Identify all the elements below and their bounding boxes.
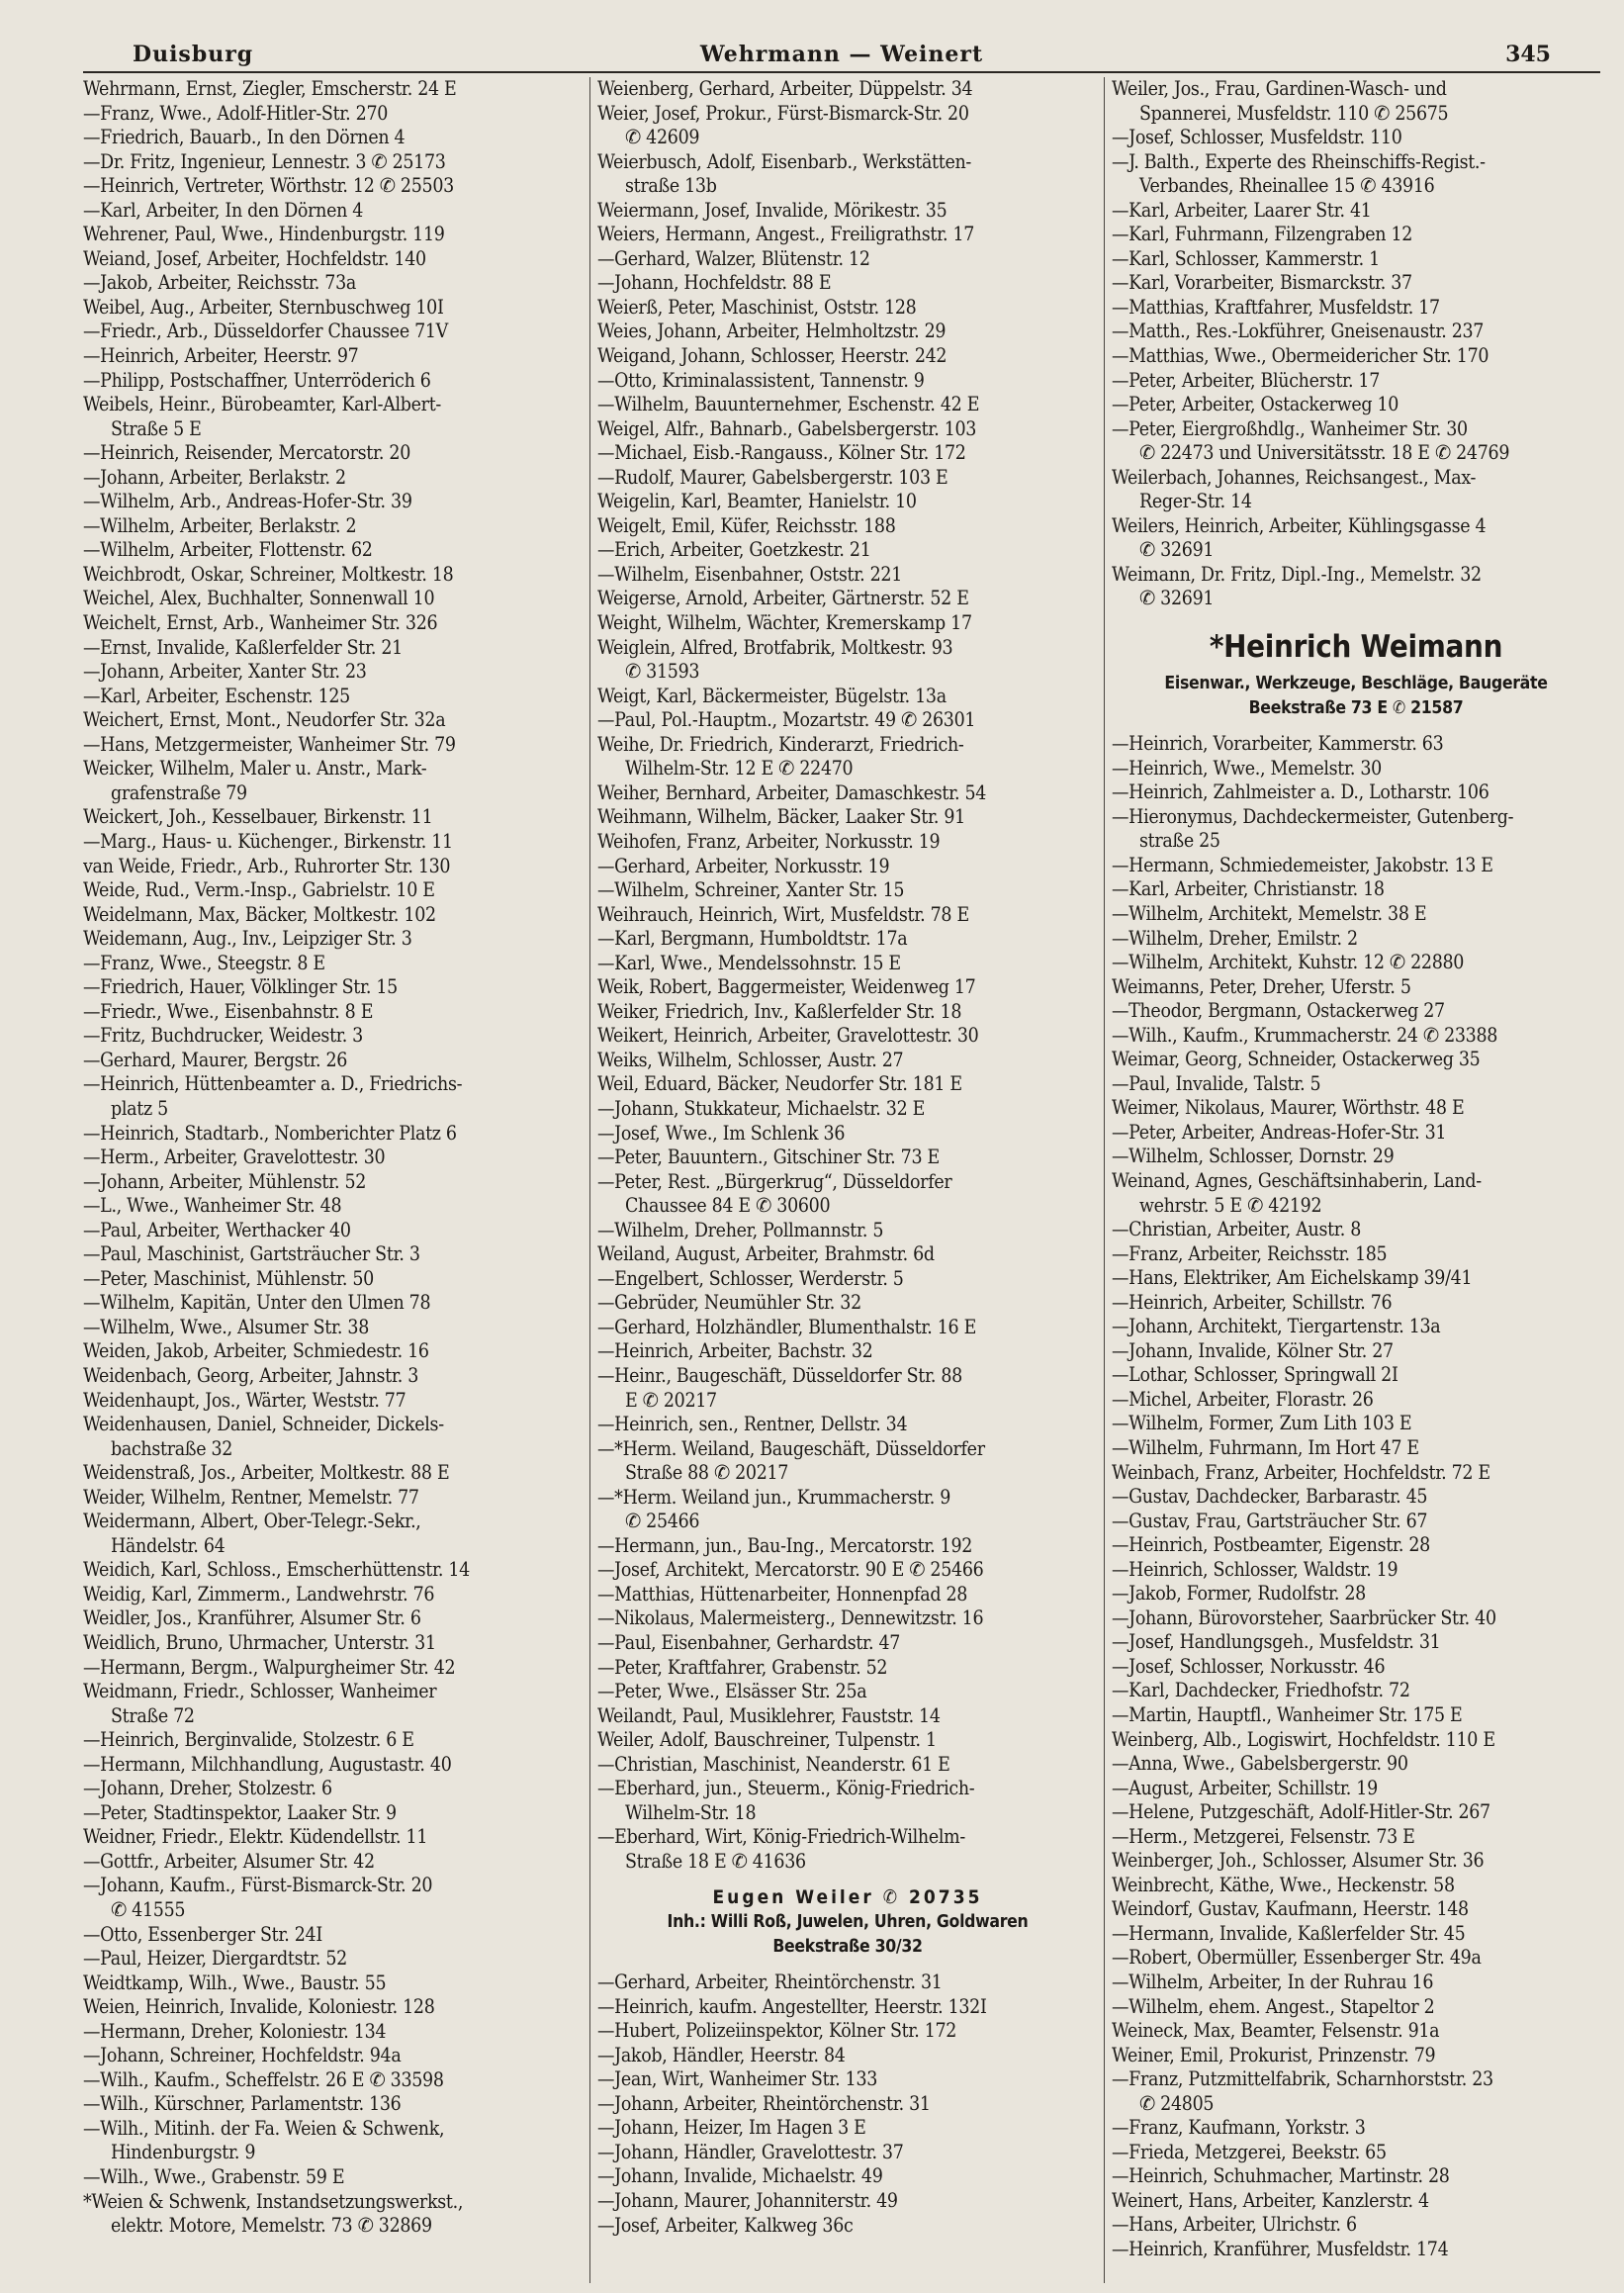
page-number: 345 <box>1505 42 1551 67</box>
directory-entry: —Heinrich, Reisender, Mercatorstr. 20 <box>83 441 410 465</box>
directory-entry: —Wilhelm, Eisenbahner, Oststr. 221 <box>597 562 903 586</box>
directory-entry: —Hermann, Schmiedemeister, Jakobstr. 13 E <box>1112 853 1493 876</box>
directory-entry: Weikert, Heinrich, Arbeiter, Gravelottestr. 30 <box>597 1024 979 1048</box>
directory-entry: —Johann, Stukkateur, Michaelstr. 32 E <box>597 1096 926 1120</box>
directory-entry-continuation: Hindenburgstr. 9 <box>111 2141 256 2164</box>
name-range-heading: Wehrmann — Weinert <box>699 42 984 67</box>
directory-entry: —Wilh., Kaufm., Scheffelstr. 26 E ✆ 33598 <box>83 2067 444 2091</box>
directory-entry: —Martin, Hauptfl., Wanheimer Str. 175 E <box>1112 1703 1463 1726</box>
directory-entry: Weichert, Ernst, Mont., Neudorfer Str. 32a <box>83 708 446 732</box>
directory-entry: —Hans, Elektriker, Am Eichelskamp 39/41 <box>1112 1266 1473 1290</box>
directory-entry: —Frieda, Metzgerei, Beekstr. 65 <box>1112 2140 1387 2163</box>
directory-entry: Weigelt, Emil, Küfer, Reichsstr. 188 <box>597 513 896 537</box>
directory-entry: —Heinrich, Kranführer, Musfeldstr. 174 <box>1112 2238 1449 2261</box>
directory-entry: Weiker, Friedrich, Inv., Kaßlerfelder Str. 18 <box>597 999 962 1023</box>
directory-entry: —Hermann, jun., Bau-Ing., Mercatorstr. 192 <box>597 1533 973 1557</box>
directory-entry: —Jakob, Händler, Heerstr. 84 <box>597 2043 846 2066</box>
directory-entry: —Gustav, Dachdecker, Barbarastr. 45 <box>1112 1485 1428 1509</box>
directory-entry: Weidenhausen, Daniel, Schneider, Dickels- <box>83 1413 444 1436</box>
directory-entry: —Wilhelm, Arb., Andreas-Hofer-Str. 39 <box>83 490 412 513</box>
directory-entry: —Eberhard, Wirt, König-Friedrich-Wilhelm- <box>597 1825 965 1849</box>
directory-entry: —Gerhard, Arbeiter, Rheintörchenstr. 31 <box>597 1971 943 1994</box>
directory-entry: —Michael, Eisb.-Rangauss., Kölner Str. 172 <box>597 441 966 465</box>
directory-entry: Weinert, Hans, Arbeiter, Kanzlerstr. 4 <box>1112 2188 1429 2212</box>
directory-entry-continuation: Wilhelm-Str. 12 E ✆ 22470 <box>625 757 854 780</box>
directory-entry: —Paul, Pol.-Hauptm., Mozartstr. 49 ✆ 26301 <box>597 708 976 732</box>
directory-entry: —Peter, Bauuntern., Gitschiner Str. 73 E <box>597 1146 940 1169</box>
directory-entry: —Anna, Wwe., Gabelsbergerstr. 90 <box>1112 1752 1408 1776</box>
directory-entry: —Johann, Arbeiter, Xanter Str. 23 <box>83 660 367 684</box>
directory-entry: Weicker, Wilhelm, Maler u. Anstr., Mark- <box>83 757 427 780</box>
directory-entry: —Peter, Maschinist, Mühlenstr. 50 <box>83 1266 374 1290</box>
directory-entry: Weihofen, Franz, Arbeiter, Norkusstr. 19 <box>597 829 941 853</box>
directory-entry: —Heinrich, Arbeiter, Bachstr. 32 <box>597 1339 873 1363</box>
directory-entry: —Robert, Obermüller, Essenberger Str. 49a <box>1112 1946 1482 1970</box>
directory-entry-continuation: Reger-Str. 14 <box>1139 490 1252 513</box>
directory-entry: —Heinrich, Wwe., Memelstr. 30 <box>1112 756 1382 780</box>
directory-entry: —Matthias, Hüttenarbeiter, Honnenpfad 28 <box>597 1582 968 1605</box>
directory-entry: —Wilhelm, Dreher, Emilstr. 2 <box>1112 926 1358 950</box>
directory-entry: —Erich, Arbeiter, Goetzkestr. 21 <box>597 538 871 562</box>
directory-entry: Weigt, Karl, Bäckermeister, Bügelstr. 13a <box>597 684 947 707</box>
directory-entry: Weimann, Dr. Fritz, Dipl.-Ing., Memelstr. 32 <box>1112 562 1482 586</box>
directory-entry: —Franz, Putzmittelfabrik, Scharnhorststr. 23 <box>1112 2067 1493 2091</box>
directory-entry: Weineck, Max, Beamter, Felsenstr. 91a <box>1112 2019 1440 2043</box>
directory-entry: Weierß, Peter, Maschinist, Oststr. 128 <box>597 295 917 319</box>
directory-entry: —Johann, Arbeiter, Berlakstr. 2 <box>83 465 346 489</box>
directory-entry: —Paul, Eisenbahner, Gerhardstr. 47 <box>597 1631 901 1654</box>
directory-entry: Weigelin, Karl, Beamter, Hanielstr. 10 <box>597 490 917 513</box>
directory-entry: —Heinrich, Arbeiter, Heerstr. 97 <box>83 344 359 368</box>
directory-entry: *Weien & Schwenk, Instandsetzungswerkst., <box>83 2189 464 2213</box>
directory-entry: Weight, Wilhelm, Wächter, Kremerskamp 17 <box>597 611 972 635</box>
directory-entry: —Nikolaus, Malermeisterg., Dennewitzstr. 16 <box>597 1606 984 1630</box>
directory-entry: Weidich, Karl, Schloss., Emscherhüttenstr. 14 <box>83 1558 470 1582</box>
directory-entry-continuation: wehrstr. 5 E ✆ 42192 <box>1139 1193 1322 1217</box>
directory-entry: —Ernst, Invalide, Kaßlerfelder Str. 21 <box>83 635 403 659</box>
directory-entry: Weilers, Heinrich, Arbeiter, Kühlingsgasse 4 <box>1112 513 1487 537</box>
directory-entry: —Wilhelm, Bauunternehmer, Eschenstr. 42 E <box>597 393 980 416</box>
directory-entry: —Josef, Handlungsgeh., Musfeldstr. 31 <box>1112 1630 1441 1654</box>
spacer <box>1112 611 1600 623</box>
directory-entry: —Wilhelm, Kapitän, Unter den Ulmen 78 <box>83 1291 431 1315</box>
directory-entry: Weinbrecht, Käthe, Wwe., Heckenstr. 58 <box>1112 1873 1455 1896</box>
directory-entry: Weik, Robert, Baggermeister, Weidenweg 17 <box>597 975 976 999</box>
directory-entry: —Heinrich, Postbeamter, Eigenstr. 28 <box>1112 1533 1430 1557</box>
directory-entry-continuation: ✆ 22473 und Universitätsstr. 18 E ✆ 24769 <box>1139 441 1510 465</box>
directory-entry: Weibels, Heinr., Bürobeamter, Karl-Albert- <box>83 393 441 416</box>
directory-entry: —Friedr., Wwe., Eisenbahnstr. 8 E <box>83 999 374 1023</box>
spacer <box>597 1874 1098 1885</box>
directory-entry-continuation: ✆ 25466 <box>625 1510 700 1533</box>
directory-entry: Weidermann, Albert, Ober-Telegr.-Sekr., <box>83 1510 421 1533</box>
directory-entry: —Gerhard, Arbeiter, Norkusstr. 19 <box>597 854 890 877</box>
directory-entry: —Herm., Metzgerei, Felsenstr. 73 E <box>1112 1824 1415 1848</box>
directory-entry: —Heinrich, kaufm. Angestellter, Heerstr. 132I <box>597 1994 987 2018</box>
directory-entry: —Paul, Arbeiter, Werthacker 40 <box>83 1218 351 1241</box>
directory-entry: —Karl, Arbeiter, Christianstr. 18 <box>1112 877 1385 901</box>
directory-entry: Weigand, Johann, Schlosser, Heerstr. 242 <box>597 344 947 368</box>
directory-entry-continuation: ✆ 32691 <box>1139 587 1215 610</box>
directory-entry: —Franz, Kaufmann, Yorkstr. 3 <box>1112 2116 1366 2140</box>
directory-entry: —Josef, Arbeiter, Kalkweg 36c <box>597 2213 854 2237</box>
directory-entry: Weiler, Jos., Frau, Gardinen-Wasch- und <box>1112 77 1447 100</box>
directory-entry: —Hans, Arbeiter, Ulrichstr. 6 <box>1112 2213 1357 2237</box>
directory-entry-continuation: Straße 5 E <box>111 416 202 440</box>
directory-entry: —Wilhelm, ehem. Angest., Stapeltor 2 <box>1112 1994 1435 2018</box>
directory-entry: Weidlich, Bruno, Uhrmacher, Unterstr. 31 <box>83 1631 436 1654</box>
directory-entry: —Peter, Arbeiter, Blücherstr. 17 <box>1112 368 1381 392</box>
directory-entry: —Christian, Arbeiter, Austr. 8 <box>1112 1218 1361 1241</box>
directory-entry: Weier, Josef, Prokur., Fürst-Bismarck-Str. 20 <box>597 101 969 125</box>
directory-entry: —Johann, Arbeiter, Rheintörchenstr. 31 <box>597 2091 931 2115</box>
directory-entry: —Wilhelm, Former, Zum Lith 103 E <box>1112 1412 1412 1435</box>
directory-entry: van Weide, Friedr., Arb., Ruhrorter Str. 130 <box>83 854 451 877</box>
directory-entry: Weinbach, Franz, Arbeiter, Hochfeldstr. 72 E <box>1112 1460 1490 1484</box>
directory-entry: —Johann, Invalide, Michaelstr. 49 <box>597 2164 883 2188</box>
directory-entry: —Franz, Wwe., Adolf-Hitler-Str. 270 <box>83 101 389 125</box>
directory-entry: Weigel, Alfr., Bahnarb., Gabelsbergerstr. 103 <box>597 416 977 440</box>
directory-entry: Weidler, Jos., Kranführer, Alsumer Str. 6 <box>83 1606 421 1630</box>
spacer <box>597 1959 1098 1971</box>
directory-entry-continuation: ✆ 41555 <box>111 1898 186 1922</box>
directory-entry: —Hermann, Dreher, Koloniestr. 134 <box>83 2019 387 2043</box>
advertisement-line: Beekstraße 30/32 <box>772 1936 923 1957</box>
column-divider <box>1104 77 1105 2283</box>
directory-entry: —Gottfr., Arbeiter, Alsumer Str. 42 <box>83 1849 375 1873</box>
directory-entry: —Marg., Haus- u. Küchenger., Birkenstr. 11 <box>83 829 453 853</box>
directory-entry: —Wilhelm, Schreiner, Xanter Str. 15 <box>597 878 905 902</box>
directory-entry: —Philipp, Postschaffner, Unterröderich 6 <box>83 368 431 392</box>
directory-entry: —Karl, Arbeiter, Laarer Str. 41 <box>1112 198 1372 222</box>
directory-entry: Weihrauch, Heinrich, Wirt, Musfeldstr. 78 E <box>597 902 969 926</box>
directory-entry: Weiand, Josef, Arbeiter, Hochfeldstr. 140 <box>83 246 426 270</box>
directory-entry: —Heinrich, Vorarbeiter, Kammerstr. 63 <box>1112 732 1444 756</box>
directory-entry-continuation: E ✆ 20217 <box>625 1388 717 1412</box>
directory-entry: —Heinrich, Schlosser, Waldstr. 19 <box>1112 1557 1398 1581</box>
directory-entry-continuation: ✆ 31593 <box>625 660 700 684</box>
directory-entry: Weiermann, Josef, Invalide, Mörikestr. 35 <box>597 198 947 222</box>
directory-entry-continuation: ✆ 42609 <box>625 126 700 149</box>
directory-entry: —Peter, Stadtinspektor, Laaker Str. 9 <box>83 1800 397 1824</box>
directory-entry: —Friedrich, Bauarb., In den Dörnen 4 <box>83 126 406 149</box>
directory-entry: —Paul, Maschinist, Gartsträucher Str. 3 <box>83 1242 420 1266</box>
page-header <box>83 38 1600 73</box>
directory-entry: —Hubert, Polizeiinspektor, Kölner Str. 172 <box>597 2019 957 2043</box>
directory-entry: —Heinrich, Berginvalide, Stolzestr. 6 E <box>83 1728 414 1752</box>
directory-entry: Wehrmann, Ernst, Ziegler, Emscherstr. 24 E <box>83 77 457 100</box>
directory-entry: Weidenstraß, Jos., Arbeiter, Moltkestr. 88 E <box>83 1461 450 1485</box>
directory-entry: —Franz, Arbeiter, Reichsstr. 185 <box>1112 1241 1388 1265</box>
directory-entry: —Karl, Wwe., Mendelssohnstr. 15 E <box>597 951 901 974</box>
directory-entry: Weigerse, Arnold, Arbeiter, Gärtnerstr. 52 E <box>597 587 969 610</box>
directory-entry: —Peter, Arbeiter, Ostackerweg 10 <box>1112 393 1399 416</box>
directory-entry: —Johann, Architekt, Tiergartenstr. 13a <box>1112 1315 1441 1338</box>
directory-entry: —Matthias, Wwe., Obermeidericher Str. 170 <box>1112 344 1489 368</box>
directory-entry: —Johann, Arbeiter, Mühlenstr. 52 <box>83 1169 367 1193</box>
directory-entry: —Hermann, Invalide, Kaßlerfelder Str. 45 <box>1112 1921 1466 1945</box>
directory-entry: —Johann, Bürovorsteher, Saarbrücker Str. 40 <box>1112 1605 1496 1629</box>
directory-entry: —Hans, Metzgermeister, Wanheimer Str. 79 <box>83 732 456 756</box>
directory-entry: —Michel, Arbeiter, Florastr. 26 <box>1112 1387 1374 1411</box>
directory-entry: —Gustav, Frau, Gartsträucher Str. 67 <box>1112 1509 1428 1532</box>
directory-entry: Weindorf, Gustav, Kaufmann, Heerstr. 148 <box>1112 1897 1469 1921</box>
directory-entry: —Christian, Maschinist, Neanderstr. 61 E <box>597 1752 950 1776</box>
advertisement-line: Inh.: Willi Roß, Juwelen, Uhren, Goldwaren <box>667 1912 1029 1933</box>
directory-entry: —Johann, Schreiner, Hochfeldstr. 94a <box>83 2044 402 2067</box>
directory-entry: —Friedr., Arb., Düsseldorfer Chaussee 71V <box>83 320 448 343</box>
directory-entry: —Heinrich, sen., Rentner, Dellstr. 34 <box>597 1413 908 1436</box>
directory-entry: Weidenbach, Georg, Arbeiter, Jahnstr. 3 <box>83 1363 419 1387</box>
directory-entry: —Hermann, Bergm., Walpurgheimer Str. 42 <box>83 1655 456 1679</box>
directory-entry: —L., Wwe., Wanheimer Str. 48 <box>83 1194 342 1218</box>
directory-entry: —Johann, Händler, Gravelottestr. 37 <box>597 2140 904 2163</box>
directory-entry: —Jakob, Arbeiter, Reichsstr. 73a <box>83 271 356 295</box>
directory-entry: Weichelt, Ernst, Arb., Wanheimer Str. 326 <box>83 611 438 635</box>
directory-entry: —Wilhelm, Dreher, Pollmannstr. 5 <box>597 1218 884 1241</box>
directory-entry: —Heinrich, Hüttenbeamter a. D., Friedrichs- <box>83 1072 463 1096</box>
directory-entry-continuation: elektr. Motore, Memelstr. 73 ✆ 32869 <box>111 2214 432 2238</box>
directory-entry: Weidelmann, Max, Bäcker, Moltkestr. 102 <box>83 902 436 926</box>
directory-entry: —Wilhelm, Fuhrmann, Im Hort 47 E <box>1112 1435 1419 1459</box>
directory-entry: —Johann, Heizer, Im Hagen 3 E <box>597 2116 866 2140</box>
directory-entry-continuation: bachstraße 32 <box>111 1436 233 1460</box>
directory-entry: —Johann, Dreher, Stolzestr. 6 <box>83 1777 332 1800</box>
directory-entry: —Wilhelm, Arbeiter, In der Ruhrau 16 <box>1112 1971 1434 1994</box>
advertisement-line: Eisenwar., Werkzeuge, Beschläge, Baugeräte <box>1164 674 1548 694</box>
directory-entry: Weiglein, Alfred, Brotfabrik, Moltkestr. 93 <box>597 635 953 659</box>
directory-entry: Weickert, Joh., Kesselbauer, Birkenstr. 11 <box>83 805 433 829</box>
directory-entry: —Heinr., Baugeschäft, Düsseldorfer Str. 88 <box>597 1363 962 1387</box>
directory-entry: Weiers, Hermann, Angest., Freiligrathstr. 17 <box>597 223 975 246</box>
directory-entry: Weidig, Karl, Zimmerm., Landwehrstr. 76 <box>83 1582 435 1605</box>
directory-entry: Weiner, Emil, Prokurist, Prinzenstr. 79 <box>1112 2043 1436 2066</box>
directory-entry: —Gebrüder, Neumühler Str. 32 <box>597 1291 861 1315</box>
directory-entry: —Peter, Wwe., Elsässer Str. 25a <box>597 1680 867 1703</box>
directory-entry: Weinberger, Joh., Schlosser, Alsumer Str. 36 <box>1112 1849 1485 1873</box>
directory-entry: Weinberg, Alb., Logiswirt, Hochfeldstr. 110 E <box>1112 1727 1495 1751</box>
directory-entry: —*Herm. Weiland jun., Krummacherstr. 9 <box>597 1485 951 1509</box>
directory-entry: —Herm., Arbeiter, Gravelottestr. 30 <box>83 1146 386 1169</box>
directory-entry: Weihe, Dr. Friedrich, Kinderarzt, Friedrich- <box>597 732 964 756</box>
directory-entry-continuation: Straße 18 E ✆ 41636 <box>625 1849 806 1873</box>
directory-entry: Weidner, Friedr., Elektr. Küdendellstr. 11 <box>83 1825 428 1849</box>
directory-entry-continuation: straße 25 <box>1139 829 1220 853</box>
directory-entry: —Johann, Hochfeldstr. 88 E <box>597 271 832 295</box>
directory-entry: —Rudolf, Maurer, Gabelsbergerstr. 103 E <box>597 465 948 489</box>
directory-entry: Weider, Wilhelm, Rentner, Memelstr. 77 <box>83 1485 419 1509</box>
directory-entry: —Paul, Heizer, Diergardtstr. 52 <box>83 1947 347 1971</box>
column-1 <box>83 77 584 2289</box>
column-divider <box>589 77 590 2283</box>
directory-entry: Wehrener, Paul, Wwe., Hindenburgstr. 119 <box>83 223 445 246</box>
directory-entry: —Gerhard, Walzer, Blütenstr. 12 <box>597 246 870 270</box>
directory-entry: —Wilhelm, Arbeiter, Flottenstr. 62 <box>83 538 373 562</box>
advertisement-line: Beekstraße 73 E ✆ 21587 <box>1248 697 1464 718</box>
directory-entry: —Karl, Bergmann, Humboldtstr. 17a <box>597 927 908 951</box>
directory-entry: Weimar, Georg, Schneider, Ostackerweg 35 <box>1112 1048 1481 1071</box>
directory-entry: —Johann, Invalide, Kölner Str. 27 <box>1112 1338 1394 1362</box>
directory-entry: —Otto, Kriminalassistent, Tannenstr. 9 <box>597 368 925 392</box>
directory-entry: —Friedrich, Hauer, Völklinger Str. 15 <box>83 975 398 999</box>
spacer <box>1112 720 1600 732</box>
advertisement-title: *Heinrich Weimann <box>1209 629 1503 666</box>
directory-entry: —Gerhard, Maurer, Bergstr. 26 <box>83 1048 348 1071</box>
directory-entry: —Karl, Fuhrmann, Filzengraben 12 <box>1112 223 1413 246</box>
directory-entry: —Peter, Rest. „Bürgerkrug“, Düsseldorfer <box>597 1169 952 1193</box>
directory-entry-continuation: platz 5 <box>111 1096 168 1120</box>
directory-entry: —Wilhelm, Architekt, Kuhstr. 12 ✆ 22880 <box>1112 951 1465 974</box>
city-heading: Duisburg <box>133 42 254 67</box>
directory-entry-continuation: Verbandes, Rheinallee 15 ✆ 43916 <box>1139 174 1435 198</box>
directory-entry-continuation: ✆ 24805 <box>1139 2091 1215 2115</box>
directory-entry: —Peter, Kraftfahrer, Grabenstr. 52 <box>597 1655 888 1679</box>
directory-entry: Weidtkamp, Wilh., Wwe., Baustr. 55 <box>83 1971 387 1994</box>
directory-entry: —Jean, Wirt, Wanheimer Str. 133 <box>597 2067 878 2091</box>
directory-entry: —Heinrich, Arbeiter, Schillstr. 76 <box>1112 1290 1393 1314</box>
directory-entry: —Wilhelm, Wwe., Alsumer Str. 38 <box>83 1315 369 1338</box>
directory-entry: Weil, Eduard, Bäcker, Neudorfer Str. 181 E <box>597 1072 962 1096</box>
directory-entry: —J. Balth., Experte des Rheinschiffs-Regist.- <box>1112 149 1486 173</box>
directory-entry: —Otto, Essenberger Str. 24I <box>83 1922 322 1946</box>
directory-entry: Weimer, Nikolaus, Maurer, Wörthstr. 48 E <box>1112 1096 1465 1120</box>
directory-entry: —Heinrich, Schuhmacher, Martinstr. 28 <box>1112 2164 1450 2188</box>
directory-entry: —Theodor, Bergmann, Ostackerweg 27 <box>1112 999 1445 1023</box>
directory-entry: —Wilhelm, Schlosser, Dornstr. 29 <box>1112 1145 1395 1168</box>
directory-entry: —Jakob, Former, Rudolfstr. 28 <box>1112 1582 1366 1605</box>
directory-entry: —Peter, Eiergroßhdlg., Wanheimer Str. 30 <box>1112 416 1468 440</box>
directory-entry: —Karl, Schlosser, Kammerstr. 1 <box>1112 246 1380 270</box>
directory-entry: Weiher, Bernhard, Arbeiter, Damaschkestr. 54 <box>597 780 987 804</box>
directory-entry: —Peter, Arbeiter, Andreas-Hofer-Str. 31 <box>1112 1120 1447 1144</box>
directory-entry: Weichbrodt, Oskar, Schreiner, Moltkestr. 18 <box>83 562 454 586</box>
directory-entry: Weide, Rud., Verm.-Insp., Gabrielstr. 10 E <box>83 878 435 902</box>
directory-entry-continuation: Spannerei, Musfeldstr. 110 ✆ 25675 <box>1139 101 1449 125</box>
directory-entry: —Wilh., Kürschner, Parlamentstr. 136 <box>83 2092 402 2116</box>
directory-entry: Weiland, August, Arbeiter, Brahmstr. 6d <box>597 1242 935 1266</box>
directory-entry: Weienberg, Gerhard, Arbeiter, Düppelstr. 34 <box>597 77 973 100</box>
directory-entry-continuation: Straße 88 ✆ 20217 <box>625 1461 789 1485</box>
directory-entry: —Johann, Maurer, Johanniterstr. 49 <box>597 2189 898 2213</box>
directory-entry: —Heinrich, Zahlmeister a. D., Lotharstr. 106 <box>1112 780 1489 804</box>
directory-entry: Weichel, Alex, Buchhalter, Sonnenwall 10 <box>83 587 435 610</box>
directory-entry: Weierbusch, Adolf, Eisenbarb., Werkstätten- <box>597 149 972 173</box>
directory-entry: —Johann, Kaufm., Fürst-Bismarck-Str. 20 <box>83 1874 433 1897</box>
directory-entry: —Fritz, Buchdrucker, Weidestr. 3 <box>83 1024 363 1048</box>
directory-entry-continuation: ✆ 32691 <box>1139 538 1215 562</box>
directory-entry: —Josef, Architekt, Mercatorstr. 90 E ✆ 25466 <box>597 1558 984 1582</box>
directory-entry: —Karl, Dachdecker, Friedhofstr. 72 <box>1112 1679 1410 1702</box>
directory-entry: —Karl, Vorarbeiter, Bismarckstr. 37 <box>1112 271 1412 295</box>
directory-entry: Weiler, Adolf, Bauschreiner, Tulpenstr. 1 <box>597 1728 937 1752</box>
column-3 <box>1112 77 1600 2289</box>
directory-entry: —Wilhelm, Architekt, Memelstr. 38 E <box>1112 901 1427 925</box>
directory-entry: —Franz, Wwe., Steegstr. 8 E <box>83 951 325 974</box>
directory-entry-continuation: Chaussee 84 E ✆ 30600 <box>625 1194 831 1218</box>
directory-entry: —August, Arbeiter, Schillstr. 19 <box>1112 1776 1378 1799</box>
directory-entry-continuation: Straße 72 <box>111 1703 195 1727</box>
directory-entry: —Eberhard, jun., Steuerm., König-Friedrich- <box>597 1777 975 1800</box>
directory-entry: —Engelbert, Schlosser, Werderstr. 5 <box>597 1266 904 1290</box>
directory-entry: Weiks, Wilhelm, Schlosser, Austr. 27 <box>597 1048 904 1071</box>
directory-entry: Weiden, Jakob, Arbeiter, Schmiedestr. 16 <box>83 1339 429 1363</box>
directory-entry: —Karl, Arbeiter, Eschenstr. 125 <box>83 684 350 707</box>
directory-entry: Weilerbach, Johannes, Reichsangest., Max- <box>1112 465 1477 489</box>
directory-entry: —Lothar, Schlosser, Springwall 2I <box>1112 1363 1398 1387</box>
directory-entry: Weilandt, Paul, Musiklehrer, Fauststr. 14 <box>597 1703 941 1727</box>
directory-entry: Weimanns, Peter, Dreher, Uferstr. 5 <box>1112 974 1411 998</box>
column-2 <box>597 77 1098 2289</box>
advertisement-name: Eugen Weiler ✆ 20735 <box>712 1886 983 1909</box>
directory-entry: —Josef, Schlosser, Norkusstr. 46 <box>1112 1654 1386 1678</box>
directory-entry-continuation: straße 13b <box>625 174 717 198</box>
directory-entry: —Heinrich, Stadtarb., Nomberichter Platz 6 <box>83 1121 457 1145</box>
directory-entry: —Matth., Res.-Lokführer, Gneisenaustr. 237 <box>1112 320 1485 343</box>
directory-entry: Weidmann, Friedr., Schlosser, Wanheimer <box>83 1680 437 1703</box>
directory-entry: Weihmann, Wilhelm, Bäcker, Laaker Str. 91 <box>597 805 965 829</box>
directory-entry-continuation: Händelstr. 64 <box>111 1533 226 1557</box>
directory-entry: —Matthias, Kraftfahrer, Musfeldstr. 17 <box>1112 295 1440 319</box>
directory-entry: Weinand, Agnes, Geschäftsinhaberin, Land- <box>1112 1168 1482 1192</box>
directory-entry: Weidemann, Aug., Inv., Leipziger Str. 3 <box>83 927 412 951</box>
directory-entry: —Paul, Invalide, Talstr. 5 <box>1112 1071 1321 1095</box>
directory-entry: Weien, Heinrich, Invalide, Koloniestr. 128 <box>83 1995 435 2019</box>
directory-entry: —Josef, Schlosser, Musfeldstr. 110 <box>1112 126 1402 149</box>
directory-entry: —Heinrich, Vertreter, Wörthstr. 12 ✆ 25503 <box>83 174 454 198</box>
directory-entry: Weies, Johann, Arbeiter, Helmholtzstr. 29 <box>597 320 947 343</box>
directory-entry: —Wilhelm, Arbeiter, Berlakstr. 2 <box>83 513 357 537</box>
directory-entry: —Karl, Arbeiter, In den Dörnen 4 <box>83 198 364 222</box>
directory-entry: —Wilh., Kaufm., Krummacherstr. 24 ✆ 23388 <box>1112 1023 1498 1047</box>
directory-entry: —*Herm. Weiland, Baugeschäft, Düsseldorfer <box>597 1436 985 1460</box>
directory-entry: —Wilh., Wwe., Grabenstr. 59 E <box>83 2165 345 2189</box>
directory-entry: Weidenhaupt, Jos., Wärter, Weststr. 77 <box>83 1388 406 1412</box>
directory-entry: —Helene, Putzgeschäft, Adolf-Hitler-Str. 267 <box>1112 1800 1490 1824</box>
directory-entry: —Dr. Fritz, Ingenieur, Lennestr. 3 ✆ 25173 <box>83 149 446 173</box>
directory-entry-continuation: Wilhelm-Str. 18 <box>625 1800 757 1824</box>
directory-entry: —Gerhard, Holzhändler, Blumenthalstr. 16 E <box>597 1315 977 1338</box>
directory-entry: —Wilh., Mitinh. der Fa. Weien & Schwenk, <box>83 2116 445 2140</box>
directory-entry: —Hermann, Milchhandlung, Augustastr. 40 <box>83 1752 452 1776</box>
directory-entry: —Hieronymus, Dachdeckermeister, Gutenberg- <box>1112 804 1514 828</box>
directory-entry: —Josef, Wwe., Im Schlenk 36 <box>597 1121 846 1145</box>
directory-entry-continuation: grafenstraße 79 <box>111 780 247 804</box>
directory-entry: Weibel, Aug., Arbeiter, Sternbuschweg 10I <box>83 295 444 319</box>
columns <box>83 77 1600 2293</box>
